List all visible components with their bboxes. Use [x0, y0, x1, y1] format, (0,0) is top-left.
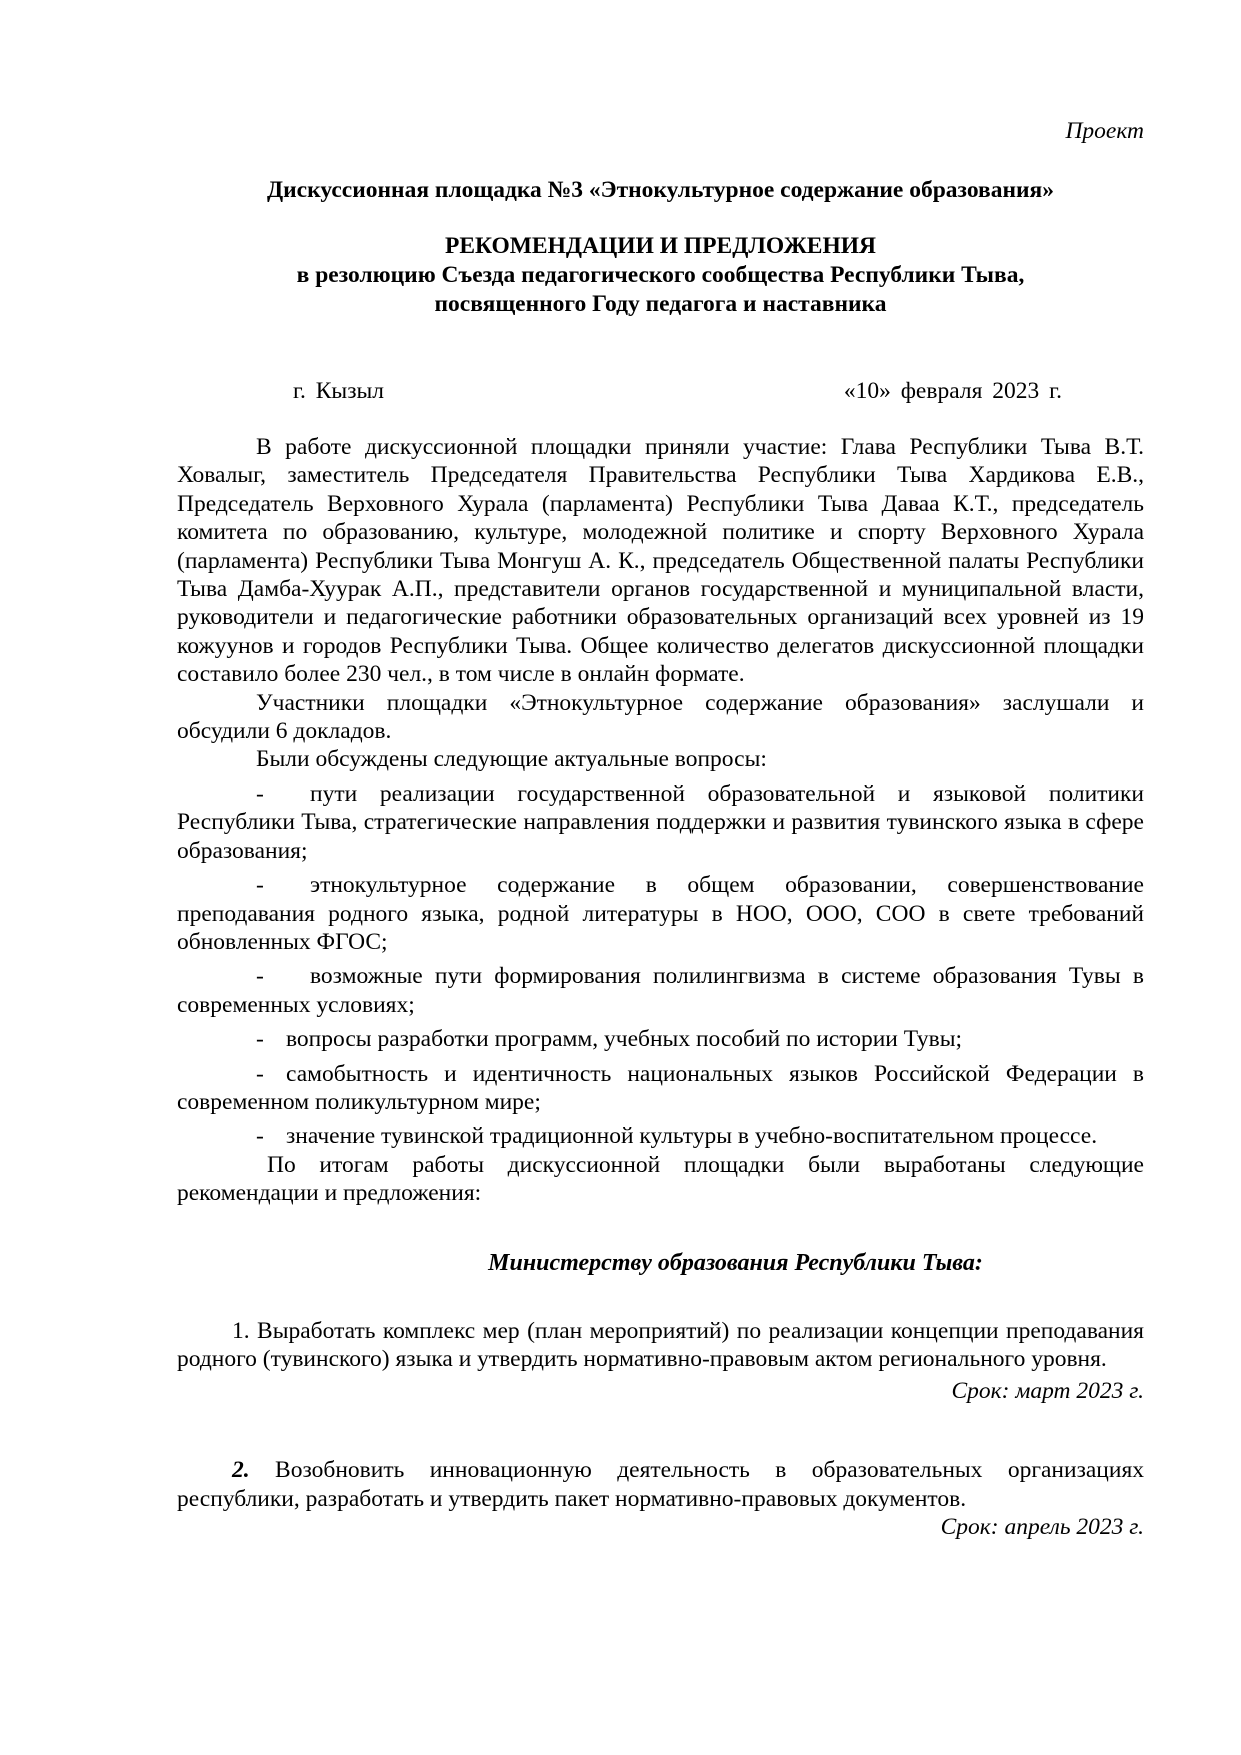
ministry-heading: Министерству образования Республики Тыва:: [488, 1249, 983, 1276]
recommendation-deadline-2: Срок: апрель 2023 г.: [940, 1514, 1144, 1540]
issue-text: вопросы разработки программ, учебных пособий по истории Тувы;: [286, 1026, 963, 1053]
draft-status-label: Проект: [1065, 118, 1144, 144]
issues-intro: Были обсуждены следующие актуальные вопросы:: [256, 746, 767, 773]
issue-item: [177, 871, 1144, 956]
recommendation-item-1: [177, 1317, 1144, 1374]
recommendation-number: 2.: [232, 1457, 250, 1484]
dash-marker: -: [256, 1060, 264, 1087]
heading-line-3: посвященного Году педагога и наставника: [434, 291, 887, 317]
dash-marker: -: [256, 872, 264, 899]
dash-marker: -: [256, 780, 264, 807]
reports-paragraph: Участники площадки «Этнокультурное содержание образования» заслушали и обсудили 6 докладов.: [177, 689, 1144, 745]
recommendation-item-2: [177, 1456, 1144, 1513]
issue-text: этнокультурное содержание в общем образовании, совершенствование преподавания родного языка, родной литературы в НОО, ООО, СОО в свете требований обновленных ФГОС;: [177, 872, 1144, 955]
recommendation-text: Выработать комплекс мер (план мероприятий) по реализации концепции преподавания родного (тувинского) языка и утвердить нормативно-правовым актом регионального уровня.: [177, 1317, 1144, 1373]
issue-text: пути реализации государственной образовательной и языковой политики Республики Тыва, стратегические направления поддержки и развития тувинского языка в сфере образования;: [177, 780, 1144, 864]
issue-item: [177, 962, 1144, 1019]
heading-line-1: РЕКОМЕНДАЦИИ И ПРЕДЛОЖЕНИЯ: [444, 233, 877, 259]
place-date-row: [177, 377, 1144, 407]
issue-item: [177, 780, 1144, 865]
date: «10» февраля 2023 г.: [843, 378, 1062, 404]
recommendation-text: Возобновить инновационную деятельность в образовательных организациях республики, разработать и утвердить пакет нормативно-правовых документов.: [177, 1457, 1144, 1512]
recommendation-number: 1.: [232, 1317, 250, 1344]
participants-paragraph: В работе дискуссионной площадки приняли участие: Глава Республики Тыва В.Т. Ховалыг, заместитель Председателя Правительства Республики Тыва Хардикова Е.В., Председатель Верховного Хурала (парламента) Республики Тыва Даваа К.Т., председатель комитета по образованию, культуре, молодежной политике и спорту Верховного Хурала (парламента) Республики Тыва Монгуш А. К., председатель Общественной палаты Республики Тыва Дамба-Хуурак А.П., представители органов государственной и муниципальной власти, руководители и педагогические работники образовательных организаций всех уровней из 19 кожуунов и городов Республики Тыва. Общее количество делегатов дискуссионной площадки составило более 230 чел., в том числе в онлайн формате.: [177, 434, 1144, 688]
heading-line-2: в резолюцию Съезда педагогического сообщества Республики Тыва,: [296, 262, 1025, 288]
dash-marker: -: [256, 1026, 264, 1053]
dash-marker: -: [256, 963, 264, 990]
discussion-platform-title: Дискуссионная площадка №3 «Этнокультурное содержание образования»: [266, 177, 1055, 203]
issue-item: [177, 1025, 1144, 1053]
issue-text: значение тувинской традиционной культуры в учебно-воспитательном процессе.: [286, 1123, 1098, 1150]
issue-item: [177, 1122, 1144, 1150]
place: г. Кызыл: [293, 378, 385, 404]
dash-marker: -: [256, 1123, 264, 1150]
issue-text: возможные пути формирования полилингвизма в системе образования Тувы в современных условиях;: [177, 963, 1144, 1018]
results-intro: По итогам работы дискуссионной площадки были выработаны следующие рекомендации и предложения:: [177, 1151, 1144, 1207]
issue-item: [177, 1060, 1144, 1117]
document-heading: [177, 232, 1144, 319]
issue-text: самобытность и идентичность национальных языков Российской Федерации в современном поликультурном мире;: [177, 1060, 1144, 1115]
recommendation-deadline-1: Срок: март 2023 г.: [951, 1377, 1144, 1404]
document-body: [177, 433, 1144, 1541]
